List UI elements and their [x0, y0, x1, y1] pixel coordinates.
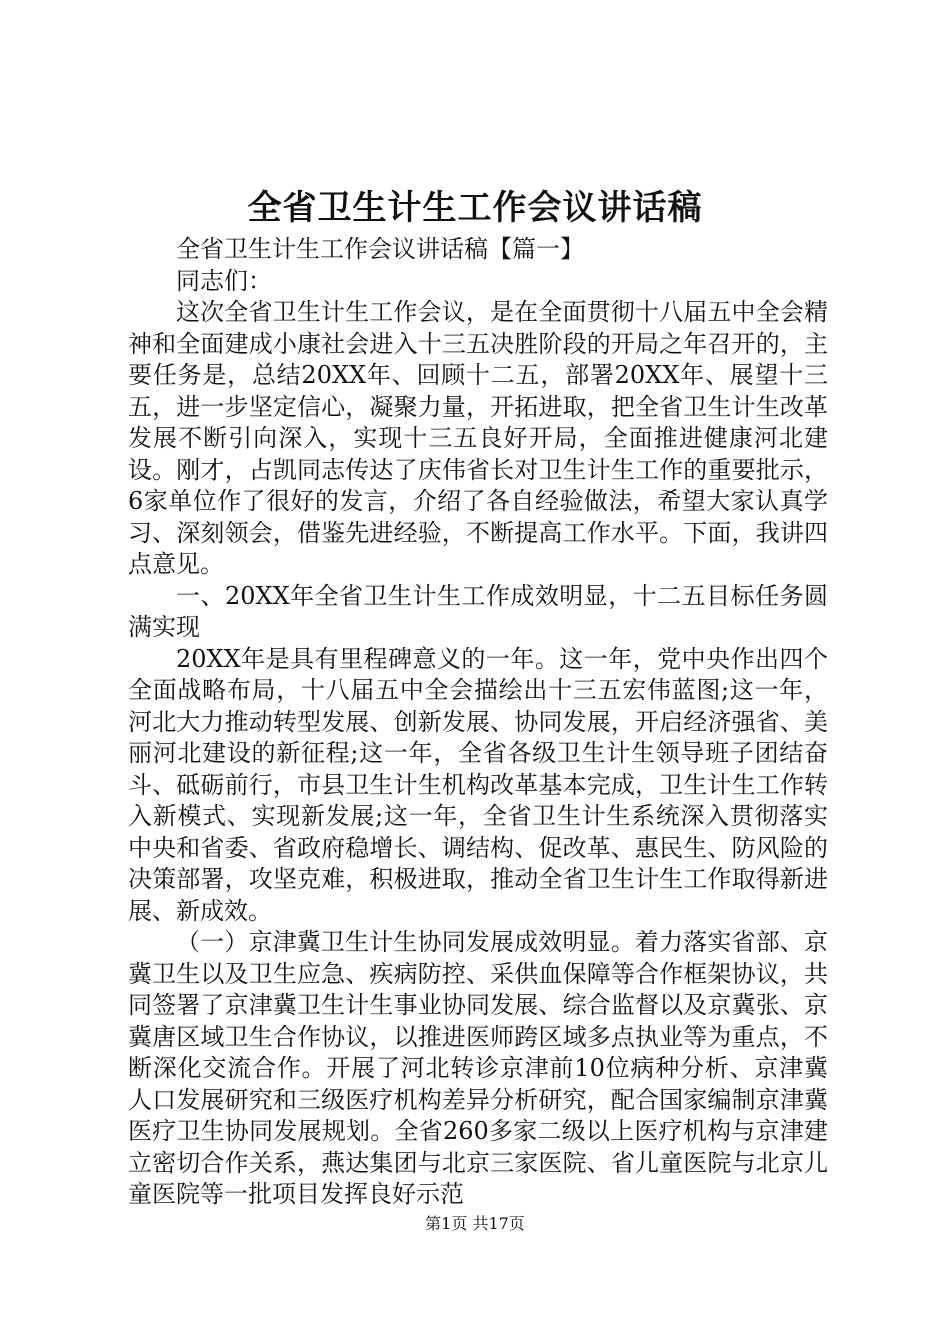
paragraph-year-review: 20XX年是具有里程碑意义的一年。这一年，党中央作出四个全面战略布局，十八届五中全会描绘出十三五宏伟蓝图;这一年，河北大力推动转型发展、创新发展、协同发展，开启经济强省、美丽河北建设的新征程;这一年，全省各级卫生计生领导班子团结奋斗、砥砺前行，市县卫生计生机构改革基本完成，卫生计生工作转入新模式、实现新发展;这一年，全省卫生计生系统深入贯彻落实中央和省委、省政府稳增长、调结构、促改革、惠民生、防风险的决策部署，攻坚克难，积极进取，推动全省卫生计生工作取得新进展、新成效。 [128, 644, 828, 925]
document-title: 全省卫生计生工作会议讲话稿 [247, 188, 703, 228]
paragraph-intro: 这次全省卫生计生工作会议，是在全面贯彻十八届五中全会精神和全面建成小康社会进入十三五决胜阶段的开局之年召开的，主要任务是，总结20XX年、回顾十二五，部署20XX年、展望十三五，进一步坚定信心，凝聚力量，开拓进取，把全省卫生计生改革发展不断引向深入，实现十三五良好开局，全面推进健康河北建设。刚才，占凯同志传达了庆伟省长对卫生计生工作的重要批示，6家单位作了很好的发言，介绍了各自经验做法，希望大家认真学习、深刻领会，借鉴先进经验，不断提高工作水平。下面，我讲四点意见。 [128, 298, 828, 578]
salutation: 同志们： [176, 266, 272, 295]
paragraph-jingjinji: （一）京津冀卫生计生协同发展成效明显。着力落实省部、京冀卫生以及卫生应急、疾病防控、采供血保障等合作框架协议，共同签署了京津冀卫生计生事业协同发展、综合监督以及京冀张、京冀唐区域卫生合作协议，以推进医师跨区域多点执业等为重点，不断深化交流合作。开展了河北转诊京津前10位病种分析、京津冀人口发展研究和三级医疗机构差异分析研究，配合国家编制京津冀医疗卫生协同发展规划。全省260多家二级以上医疗机构与京津建立密切合作关系，燕达集团与北京三家医院、省儿童医院与北京儿童医院等一批项目发挥良好示范 [128, 928, 828, 1208]
section-heading-part-one: 全省卫生计生工作会议讲话稿【篇一】 [176, 235, 584, 263]
section-heading-one: 一、20XX年全省卫生计生工作成效明显，十二五目标任务圆满实现 [128, 581, 828, 641]
page-number: 第1页 共17页 [425, 1214, 525, 1233]
document-body [128, 234, 828, 1211]
